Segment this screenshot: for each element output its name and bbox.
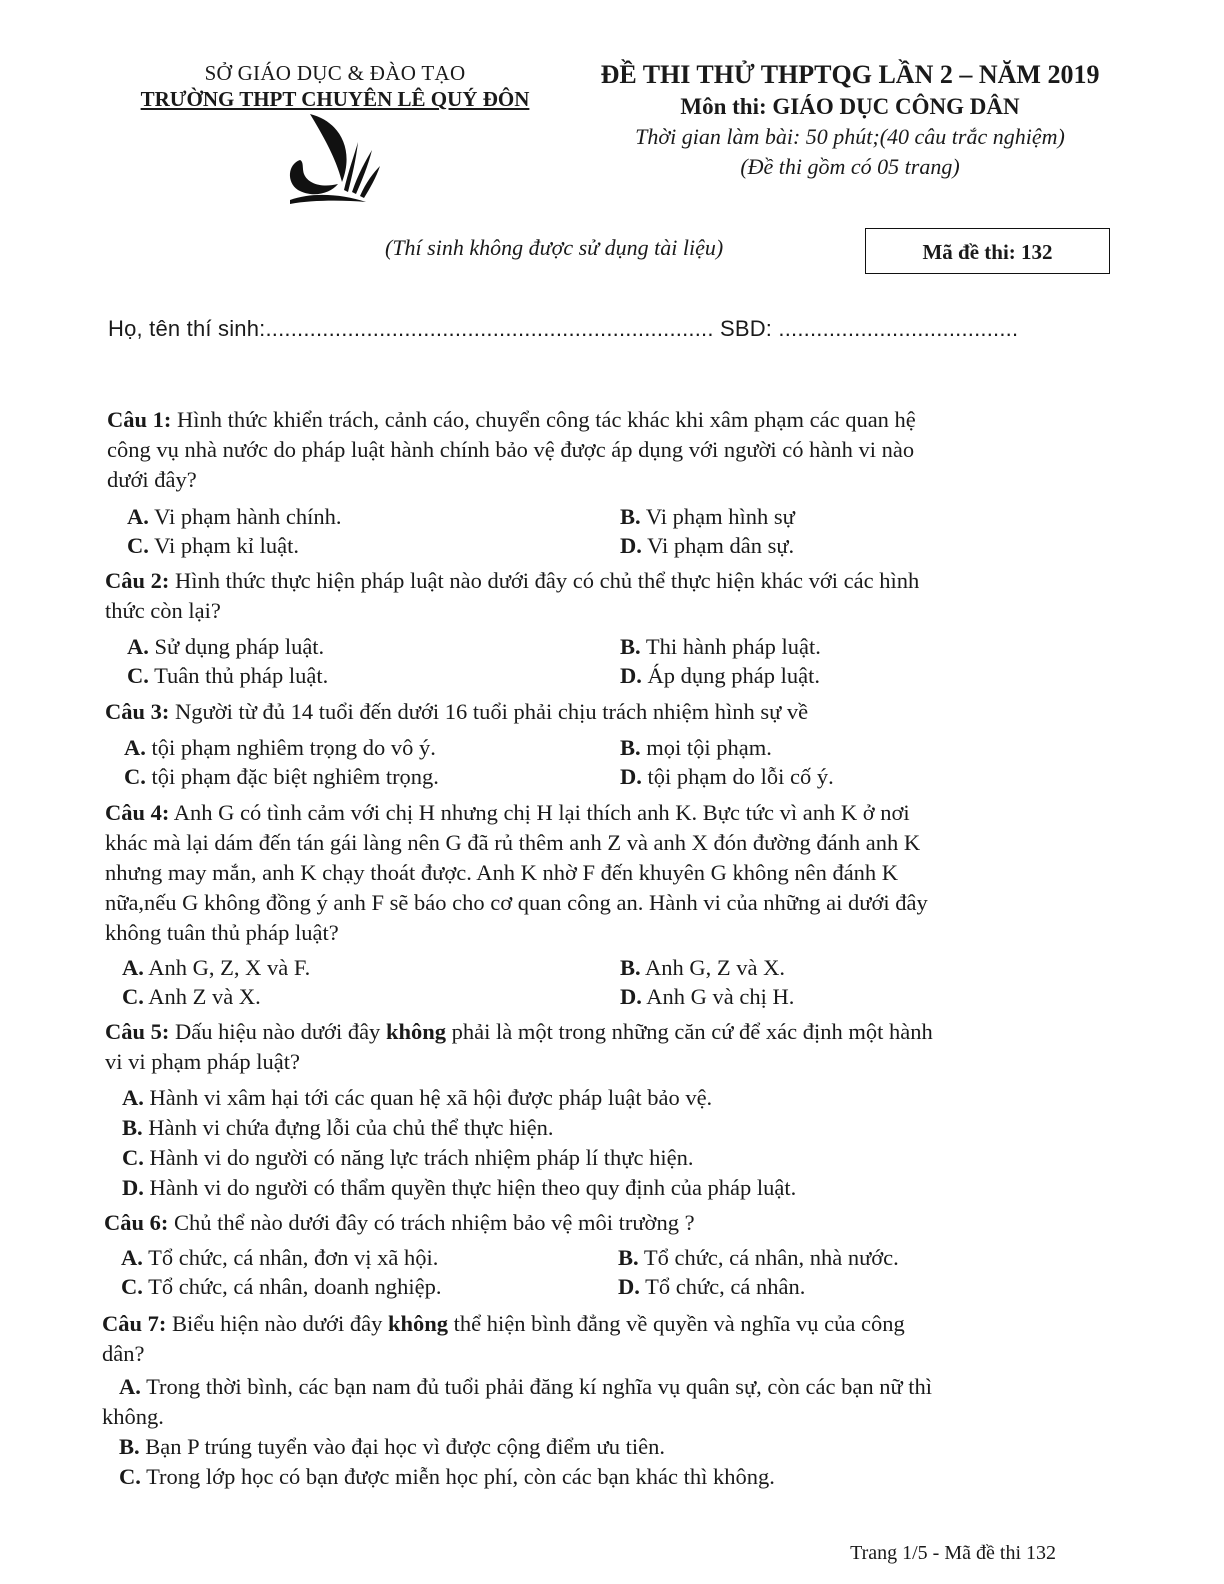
option-c[interactable]: C. Tổ chức, cá nhân, doanh nghiệp. — [121, 1274, 442, 1299]
question-emphasis: không — [385, 1019, 446, 1044]
school-logo — [282, 112, 382, 207]
question-label: Câu 3: — [105, 699, 170, 724]
question-text: Hình thức khiển trách, cảnh cáo, chuyển công tác khác khi xâm phạm các quan hệ — [177, 407, 916, 432]
question-emphasis: không — [387, 1311, 448, 1336]
exam-title: ĐỀ THI THỬ THPTQG LẦN 2 – NĂM 2019 — [600, 60, 1100, 89]
question-label: Câu 4: — [105, 800, 170, 825]
option-b[interactable]: B. Thi hành pháp luật. — [620, 634, 821, 659]
question-5 — [105, 1017, 1105, 1077]
question-text: vi vi phạm pháp luật? — [105, 1049, 300, 1074]
exam-code-box: Mã đề thi: 132 — [865, 228, 1110, 274]
option-d[interactable]: D. Anh G và chị H. — [620, 984, 795, 1009]
question-6 — [104, 1208, 1104, 1238]
question-text: Dấu hiệu nào dưới đây — [175, 1019, 381, 1044]
question-7 — [102, 1309, 1102, 1369]
question-4 — [105, 798, 1105, 948]
option-c[interactable]: C. Hành vi do người có năng lực trách nhiệm pháp lí thực hiện. — [122, 1145, 694, 1170]
exam-pages-info: (Đề thi gồm có 05 trang) — [740, 154, 960, 179]
exam-subject: Môn thi: GIÁO DỤC CÔNG DÂN — [680, 94, 1020, 119]
option-d[interactable]: D. Tổ chức, cá nhân. — [618, 1274, 806, 1299]
question-label: Câu 7: — [102, 1311, 167, 1336]
option-b[interactable]: B. Bạn P trúng tuyển vào đại học vì được cộng điểm ưu tiên. — [119, 1434, 665, 1459]
question-text: Biểu hiện nào dưới đây — [172, 1311, 383, 1336]
option-a[interactable]: A. Tổ chức, cá nhân, đơn vị xã hội. — [121, 1245, 439, 1270]
option-a[interactable]: A. Anh G, Z, X và F. — [122, 955, 311, 980]
school-name: TRƯỜNG THPT CHUYÊN LÊ QUÝ ĐÔN — [140, 87, 530, 111]
question-text: dưới đây? — [107, 467, 197, 492]
option-d[interactable]: D. tội phạm do lỗi cố ý. — [620, 764, 834, 789]
question-label: Câu 6: — [104, 1210, 169, 1235]
option-a[interactable]: A. Trong thời bình, các bạn nam đủ tuổi phải đăng kí nghĩa vụ quân sự, còn các bạn nữ thì không. — [102, 1374, 933, 1429]
question-text: thể hiện bình đẳng về quyền và nghĩa vụ của công — [453, 1311, 905, 1336]
option-c[interactable]: C. Anh Z và X. — [122, 984, 261, 1009]
option-a[interactable]: A. Hành vi xâm hại tới các quan hệ xã hội được pháp luật bảo vệ. — [122, 1085, 713, 1110]
option-b[interactable]: B. Hành vi chứa đựng lỗi của chủ thể thực hiện. — [122, 1115, 554, 1140]
exam-header — [570, 58, 1130, 182]
question-text: khác mà lại dám đến tán gái làng nên G đã rủ thêm anh Z và anh X đón đường đánh anh K — [105, 830, 921, 855]
question-text: Người từ đủ 14 tuổi đến dưới 16 tuổi phải chịu trách nhiệm hình sự về — [175, 699, 809, 724]
exam-notice: (Thí sinh không được sử dụng tài liệu) — [385, 235, 724, 260]
question-text: Chủ thể nào dưới đây có trách nhiệm bảo vệ môi trường ? — [174, 1210, 695, 1235]
option-c[interactable]: C. Vi phạm kỉ luật. — [127, 533, 299, 558]
question-text: nhưng may mắn, anh K chạy thoát được. Anh K nhờ F đến khuyên G không nên đánh K — [105, 860, 899, 885]
option-d[interactable]: D. Hành vi do người có thẩm quyền thực hiện theo quy định của pháp luật. — [122, 1175, 797, 1200]
option-b[interactable]: B. mọi tội phạm. — [620, 735, 772, 760]
department-name: SỞ GIÁO DỤC & ĐÀO TẠO — [204, 61, 466, 85]
page-footer: Trang 1/5 - Mã đề thi 132 — [850, 1542, 1056, 1564]
option-d[interactable]: D. Vi phạm dân sự. — [620, 533, 795, 558]
question-text: không tuân thủ pháp luật? — [105, 920, 339, 945]
question-label: Câu 1: — [107, 407, 172, 432]
option-d[interactable]: D. Áp dụng pháp luật. — [620, 663, 820, 688]
option-c[interactable]: C. Tuân thủ pháp luật. — [127, 663, 329, 688]
option-c[interactable]: C. Trong lớp học có bạn được miễn học phí, còn các bạn khác thì không. — [119, 1464, 775, 1489]
option-b[interactable]: B. Vi phạm hình sự — [620, 504, 795, 529]
question-text: phải là một trong những căn cứ để xác định một hành — [451, 1019, 933, 1044]
option-c[interactable]: C. tội phạm đặc biệt nghiêm trọng. — [124, 764, 439, 789]
exam-time-info: Thời gian làm bài: 50 phút;(40 câu trắc nghiệm) — [635, 124, 1065, 149]
student-info-line: Họ, tên thí sinh:....................................................................... SBD: ...................................... — [108, 316, 1019, 341]
question-text: Anh G có tình cảm với chị H nhưng chị H lại thích anh K. Bực tức vì anh K ở nơi — [173, 800, 910, 825]
option-a[interactable]: A. Vi phạm hành chính. — [127, 504, 342, 529]
question-text: công vụ nhà nước do pháp luật hành chính bảo vệ được áp dụng với người có hành vi nào — [107, 437, 915, 462]
option-a[interactable]: A. tội phạm nghiêm trọng do vô ý. — [124, 735, 436, 760]
question-3 — [105, 697, 1105, 727]
question-text: thức còn lại? — [105, 598, 221, 623]
school-header — [100, 60, 570, 112]
option-a[interactable]: A. Sử dụng pháp luật. — [127, 634, 325, 659]
option-b[interactable]: B. Tổ chức, cá nhân, nhà nước. — [618, 1245, 899, 1270]
question-label: Câu 2: — [105, 568, 170, 593]
question-1 — [107, 405, 1107, 495]
question-2 — [105, 566, 1105, 626]
option-b[interactable]: B. Anh G, Z và X. — [620, 955, 786, 980]
question-text: nữa,nếu G không đồng ý anh F sẽ báo cho cơ quan công an. Hành vi của những ai dưới đây — [105, 890, 928, 915]
question-text: dân? — [102, 1341, 145, 1366]
question-text: Hình thức thực hiện pháp luật nào dưới đây có chủ thể thực hiện khác với các hình — [175, 568, 920, 593]
question-label: Câu 5: — [105, 1019, 170, 1044]
